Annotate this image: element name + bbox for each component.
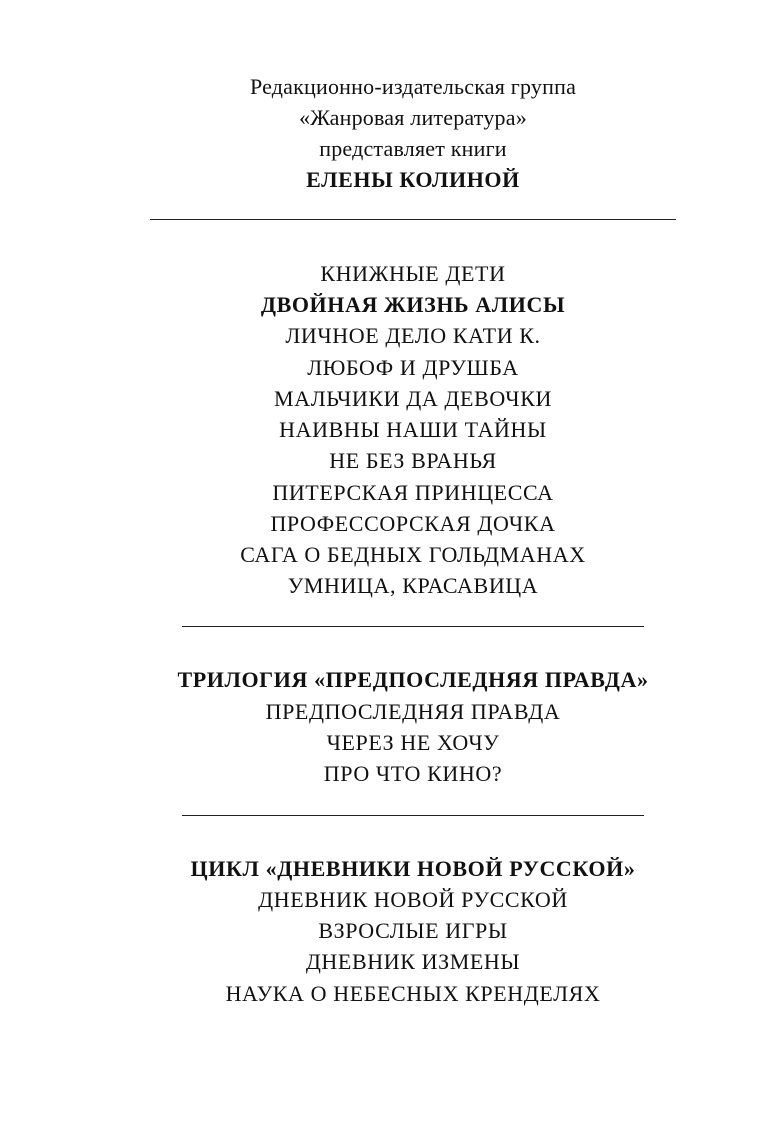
publisher-imprint-line: «Жанровая литература» — [299, 105, 527, 130]
trilogy-book-title: ЧЕРЕЗ НЕ ХОЧУ — [326, 730, 500, 755]
cycle-heading: ЦИКЛ «ДНЕВНИКИ НОВОЙ РУССКОЙ» — [190, 856, 636, 881]
trilogy-book-title: ПРЕДПОСЛЕДНЯЯ ПРАВДА — [265, 699, 561, 724]
book-title: САГА О БЕДНЫХ ГОЛЬДМАНАХ — [240, 542, 586, 567]
trilogy-book-title: ПРО ЧТО КИНО? — [323, 761, 503, 786]
cycle-book-title: ВЗРОСЛЫЕ ИГРЫ — [318, 918, 508, 943]
book-title: НЕ БЕЗ ВРАНЬЯ — [329, 448, 497, 473]
publisher-group-line: Редакционно-издательская группа — [249, 74, 577, 99]
trilogy-heading: ТРИЛОГИЯ «ПРЕДПОСЛЕДНЯЯ ПРАВДА» — [177, 667, 649, 692]
book-title: МАЛЬЧИКИ ДА ДЕВОЧКИ — [274, 386, 552, 411]
cycle-book-title: НАУКА О НЕБЕСНЫХ КРЕНДЕЛЯХ — [225, 981, 601, 1006]
book-title: ПИТЕРСКАЯ ПРИНЦЕССА — [272, 480, 554, 505]
book-title: УМНИЦА, КРАСАВИЦА — [287, 573, 539, 598]
book-title: КНИЖНЫЕ ДЕТИ — [320, 261, 506, 286]
header-divider — [150, 219, 676, 220]
presents-books-line: представляет книги — [319, 136, 507, 161]
book-title: НАИВНЫ НАШИ ТАЙНЫ — [279, 417, 547, 442]
cycle-book-title: ДНЕВНИК НОВОЙ РУССКОЙ — [258, 887, 568, 912]
author-name: ЕЛЕНЫ КОЛИНОЙ — [306, 167, 520, 192]
book-title-highlighted: ДВОЙНАЯ ЖИЗНЬ АЛИСЫ — [260, 292, 566, 317]
section-divider — [182, 815, 644, 816]
book-title: ЛИЧНОЕ ДЕЛО КАТИ К. — [285, 323, 541, 348]
book-title: ПРОФЕССОРСКАЯ ДОЧКА — [270, 511, 556, 536]
book-title: ЛЮБОФ И ДРУШБА — [307, 355, 519, 380]
cycle-book-title: ДНЕВНИК ИЗМЕНЫ — [305, 949, 521, 974]
section-divider — [182, 626, 644, 627]
